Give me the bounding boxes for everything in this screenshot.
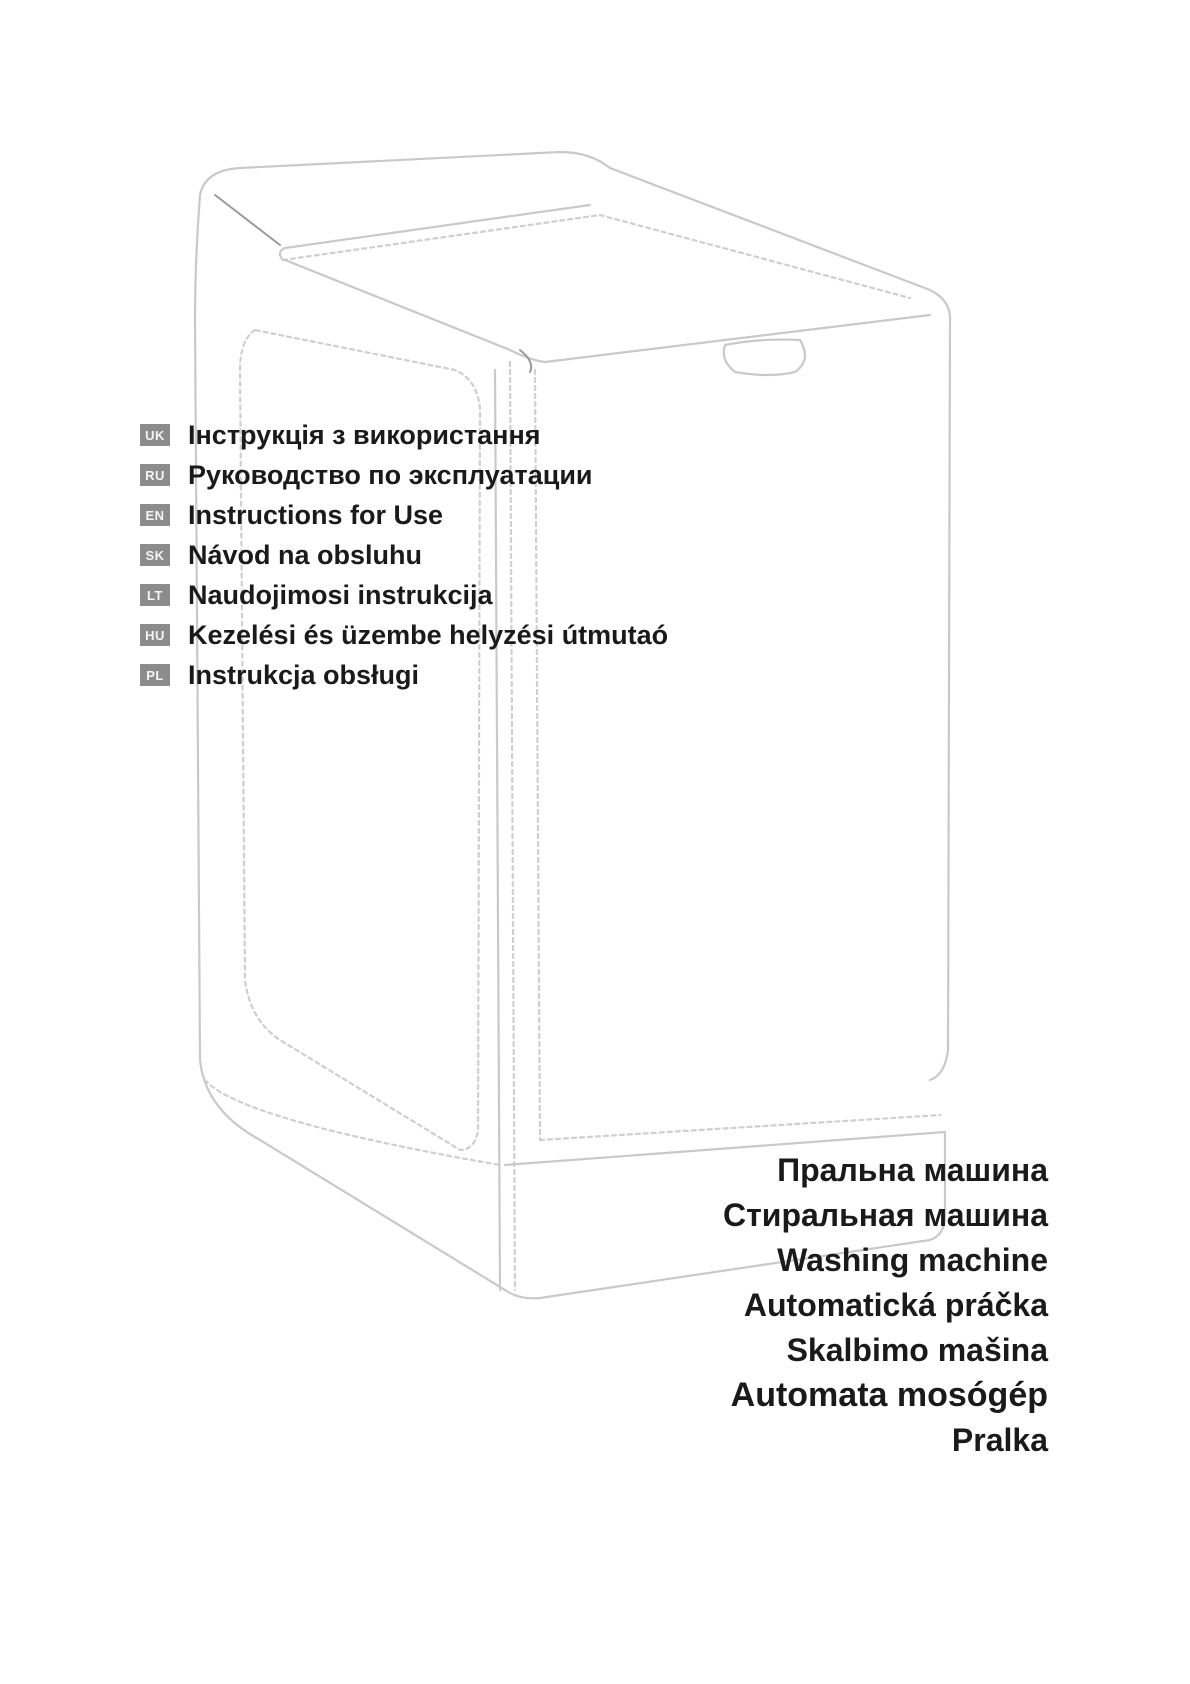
- language-code-badge: LT: [140, 584, 170, 606]
- language-code-badge: RU: [140, 464, 170, 486]
- language-title: Kezelési és üzembe helyzési útmutaó: [188, 619, 669, 650]
- language-code-badge: PL: [140, 664, 170, 686]
- language-code-badge: EN: [140, 504, 170, 526]
- language-title: Návod na obsluhu: [188, 539, 423, 570]
- language-item: [140, 615, 668, 655]
- product-title-lt: Skalbimo mašina: [786, 1332, 1048, 1368]
- language-title: Руководство по эксплуатации: [188, 459, 593, 490]
- language-code-badge: UK: [140, 424, 170, 446]
- product-title-block: [723, 1148, 1048, 1463]
- language-title: Інструкція з використання: [188, 419, 541, 450]
- product-title-ru: Стиральная машина: [723, 1197, 1048, 1233]
- language-title: Instructions for Use: [188, 499, 444, 530]
- language-code-badge: HU: [140, 624, 170, 646]
- language-item: [140, 575, 668, 615]
- language-item: [140, 455, 668, 495]
- language-title: Naudojimosi instrukcija: [188, 579, 493, 610]
- language-title: Instrukcja obsługi: [188, 659, 420, 690]
- product-title-hu: Automata mosógép: [730, 1376, 1048, 1414]
- language-list: [140, 415, 668, 695]
- language-item: [140, 535, 668, 575]
- language-item: [140, 415, 668, 455]
- language-item: [140, 655, 668, 695]
- product-title-en: Washing machine: [777, 1242, 1048, 1278]
- language-code-badge: SK: [140, 544, 170, 566]
- product-title-uk: Пральна машина: [777, 1152, 1048, 1188]
- language-item: [140, 495, 668, 535]
- product-title-sk: Automatická práčka: [743, 1287, 1048, 1323]
- product-title-pl: Pralka: [951, 1422, 1048, 1458]
